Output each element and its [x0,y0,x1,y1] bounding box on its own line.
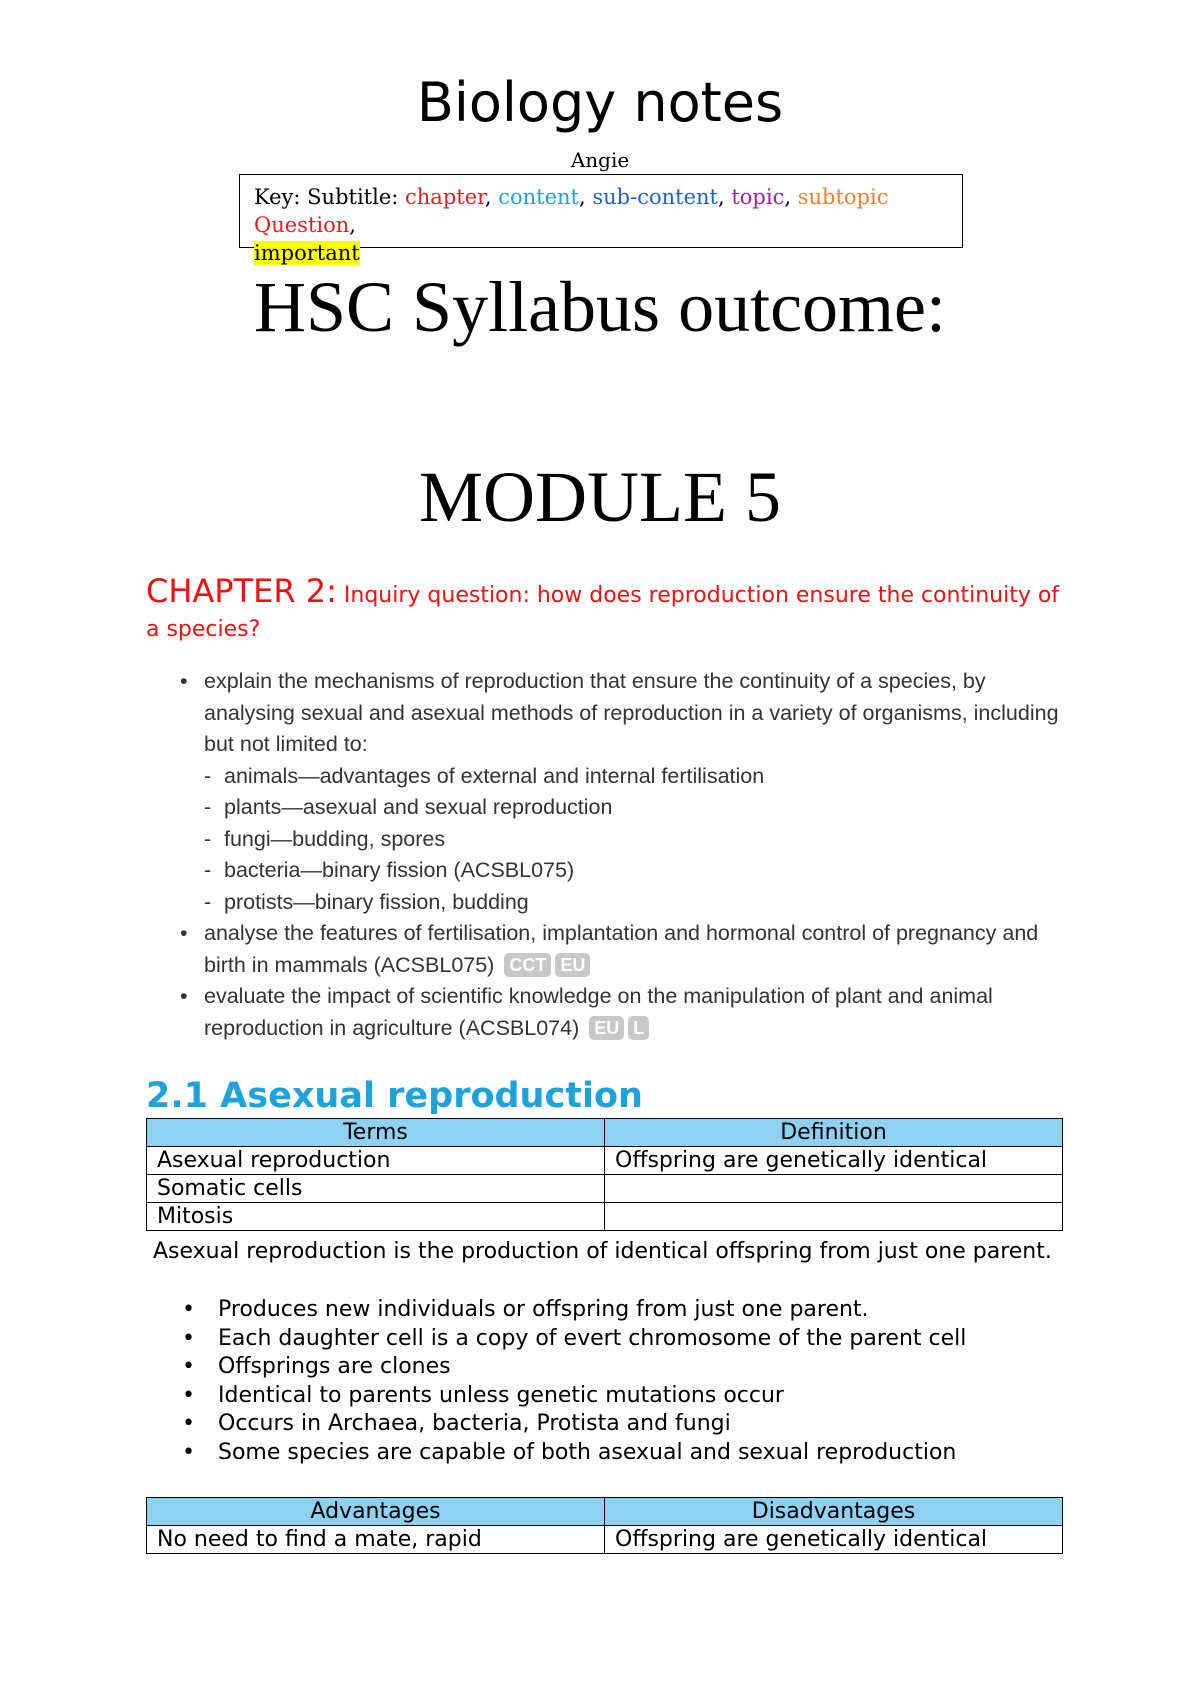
bullet-icon: • [182,1382,195,1408]
chapter-heading [146,574,1066,647]
section-title: 2.1 Asexual reproduction [146,1076,643,1116]
table-row [147,1203,1063,1231]
column-header: Definition [605,1119,1063,1147]
key-topic: topic [731,185,785,209]
table-row [147,1175,1063,1203]
table-cell: Asexual reproduction [147,1147,605,1175]
table-cell: Mitosis [147,1203,605,1231]
syllabus-subpoint [180,855,1060,887]
list-item [146,1382,1066,1411]
bullet-icon: • [182,1439,195,1465]
dash-icon: - [204,826,212,851]
dash-icon: - [204,858,212,882]
table-row [147,1526,1063,1554]
syllabus-point [180,666,1060,761]
syllabus-point-text: analyse the features of fertilisation, implantation and hormonal control of pregnancy and birth in mammals (ACSBL075) [204,921,1039,977]
dash-icon: - [204,795,212,819]
list-item-text: Each daughter cell is a copy of evert chromosome of the parent cell [218,1325,967,1351]
eu-badge: EU [589,1016,624,1040]
facts-list [146,1296,1066,1468]
list-item-text: Offsprings are clones [218,1354,451,1380]
hsc-syllabus-heading: HSC Syllabus outcome: [253,267,946,347]
key-legend-box: Key: Subtitle: chapter, content, sub-content, topic, subtopic Question, important [239,174,963,248]
list-item-text: Identical to parents unless genetic mutations occur [218,1382,784,1408]
chapter-label: CHAPTER 2: [146,572,337,610]
table-cell: Offspring are genetically identical [605,1526,1063,1554]
list-item [146,1410,1066,1439]
table-cell: No need to find a mate, rapid [147,1526,605,1554]
definition-paragraph: Asexual reproduction is the production of identical offspring from just one parent. [146,1239,1052,1264]
syllabus-subpoint-text: animals—advantages of external and internal fertilisation [224,763,765,788]
key-important: important [254,241,360,265]
syllabus-subpoint-text: plants—asexual and sexual reproduction [224,795,613,819]
inquiry-question: Inquiry question: how does reproduction ensure the continuity of a species? [146,583,1060,642]
table-cell [605,1175,1063,1203]
bullet-icon: • [180,984,188,1008]
list-item-text: Some species are capable of both asexual and sexual reproduction [218,1439,957,1465]
syllabus-subpoint-text: fungi—budding, spores [224,826,446,851]
eu-badge: EU [555,953,590,977]
syllabus-point-text: explain the mechanisms of reproduction that ensure the continuity of a species, by analysing sexual and asexual methods of reproduction in a variety of organisms, including but not limited to: [204,669,1059,756]
list-item [146,1439,1066,1468]
column-header: Disadvantages [605,1498,1063,1526]
syllabus-point [180,981,1060,1044]
table-cell: Somatic cells [147,1175,605,1203]
syllabus-subpoint [180,824,1060,856]
key-question: Question [254,213,350,237]
bullet-icon: • [182,1411,195,1437]
table-cell [605,1203,1063,1231]
syllabus-subpoint [180,792,1060,824]
syllabus-point [180,918,1060,981]
syllabus-subpoint-text: protists—binary fission, budding [224,889,529,914]
table-header-row [147,1119,1063,1147]
author-name: Angie [570,148,630,172]
column-header: Advantages [147,1498,605,1526]
syllabus-subpoint-text: bacteria—binary fission (ACSBL075) [224,858,575,882]
list-item [146,1325,1066,1354]
key-subtopic: subtopic [797,185,889,209]
syllabus-subpoint [180,761,1060,793]
table-cell: Offspring are genetically identical [605,1147,1063,1175]
key-sub-content: sub-content [592,185,718,209]
bullet-icon: • [182,1297,195,1322]
syllabus-subpoint [180,887,1060,919]
dash-icon: - [204,763,212,788]
terms-table [146,1118,1063,1231]
key-prefix: Key: Subtitle: [254,185,406,209]
list-item [146,1353,1066,1382]
module-heading: MODULE 5 [419,457,781,537]
table-row [147,1147,1063,1175]
key-content: content [498,185,579,209]
list-item [146,1296,1066,1325]
dash-icon: - [204,889,212,914]
cct-badge: CCT [504,953,551,977]
l-badge: L [628,1016,649,1040]
key-chapter: chapter [405,185,485,209]
bullet-icon: • [180,921,188,945]
document-title: Biology notes [416,71,784,134]
syllabus-outcomes-list [180,666,1060,1044]
column-header: Terms [147,1119,605,1147]
bullet-icon: • [180,669,188,693]
table-header-row [147,1498,1063,1526]
list-item-text: Occurs in Archaea, bacteria, Protista and fungi [218,1411,731,1437]
advantages-table [146,1497,1063,1554]
list-item-text: Produces new individuals or offspring from just one parent. [218,1297,869,1322]
bullet-icon: • [182,1325,195,1351]
bullet-icon: • [182,1354,195,1380]
syllabus-point-text: evaluate the impact of scientific knowledge on the manipulation of plant and animal reproduction in agriculture (ACSBL074) [204,984,993,1040]
